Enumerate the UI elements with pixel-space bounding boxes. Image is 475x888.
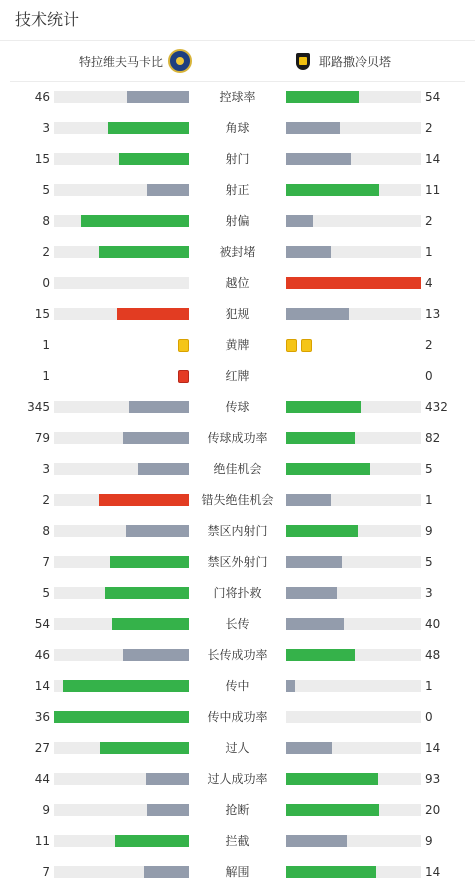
away-stat-value: 11 xyxy=(425,183,441,197)
away-stat-bar-fill xyxy=(286,649,355,661)
home-stat-value: 8 xyxy=(42,214,50,228)
home-stat-bar-fill xyxy=(115,835,189,847)
away-stat-value: 3 xyxy=(425,586,433,600)
stats-list xyxy=(0,82,475,888)
away-stat-value: 1 xyxy=(425,245,433,259)
home-stat-value: 46 xyxy=(34,90,50,104)
home-stat-bar-fill xyxy=(127,91,189,103)
home-stat-value: 1 xyxy=(42,369,50,383)
away-stat-bar xyxy=(286,773,421,785)
stat-row xyxy=(0,826,475,857)
away-stat-value: 2 xyxy=(425,214,433,228)
away-stat-bar xyxy=(286,711,421,723)
away-stat-bar xyxy=(286,215,421,227)
away-stat-bar xyxy=(286,308,421,320)
home-stat-bar-fill xyxy=(108,122,189,134)
stat-label: 控球率 xyxy=(219,90,256,104)
home-stat-value: 0 xyxy=(42,276,50,290)
home-stat-value: 46 xyxy=(34,648,50,662)
home-stat-bar xyxy=(54,494,189,506)
home-stat-value: 44 xyxy=(34,772,50,786)
home-stat-bar-fill xyxy=(99,494,189,506)
away-stat-value: 14 xyxy=(425,865,441,879)
home-stat-bar-fill xyxy=(54,711,189,723)
away-stat-value: 93 xyxy=(425,772,441,786)
stat-row xyxy=(0,268,475,299)
home-team-crest-icon xyxy=(168,49,192,73)
home-stat-bar-fill xyxy=(105,587,189,599)
home-stat-bar-fill xyxy=(129,401,189,413)
stat-row xyxy=(0,640,475,671)
home-stat-bar xyxy=(54,463,189,475)
home-cards xyxy=(178,370,189,383)
away-stat-value: 1 xyxy=(425,679,433,693)
away-stat-value: 9 xyxy=(425,524,433,538)
away-stat-bar-fill xyxy=(286,277,421,289)
stat-row xyxy=(0,392,475,423)
away-stat-bar xyxy=(286,122,421,134)
away-stat-value: 2 xyxy=(425,338,433,352)
away-stat-value: 1 xyxy=(425,493,433,507)
home-cards xyxy=(178,339,189,352)
away-stat-value: 40 xyxy=(425,617,441,631)
yellow-card-icon xyxy=(301,339,312,352)
home-stat-bar-fill xyxy=(123,432,189,444)
home-stat-value: 2 xyxy=(42,245,50,259)
away-stat-value: 5 xyxy=(425,555,433,569)
away-stat-value: 9 xyxy=(425,834,433,848)
home-stat-bar xyxy=(54,835,189,847)
stat-label: 抢断 xyxy=(225,803,250,817)
away-stat-bar xyxy=(286,804,421,816)
stat-label: 传球 xyxy=(225,400,250,414)
home-stat-value: 8 xyxy=(42,524,50,538)
stat-label: 错失绝佳机会 xyxy=(201,493,274,507)
home-stat-bar xyxy=(54,649,189,661)
home-stat-bar xyxy=(54,618,189,630)
away-stat-bar xyxy=(286,649,421,661)
away-stat-bar xyxy=(286,246,421,258)
home-stat-value: 27 xyxy=(34,741,50,755)
away-cards xyxy=(286,339,312,352)
home-stat-bar xyxy=(54,866,189,878)
home-stat-value: 1 xyxy=(42,338,50,352)
home-stat-bar-fill xyxy=(63,680,189,692)
away-stat-bar-fill xyxy=(286,91,359,103)
away-stat-bar xyxy=(286,525,421,537)
away-stat-bar-fill xyxy=(286,680,295,692)
away-stat-bar xyxy=(286,866,421,878)
stat-label: 射偏 xyxy=(225,214,250,228)
home-stat-bar xyxy=(54,246,189,258)
away-stat-value: 5 xyxy=(425,462,433,476)
home-stat-value: 5 xyxy=(42,183,50,197)
stat-label: 禁区外射门 xyxy=(207,555,268,569)
home-stat-bar-fill xyxy=(110,556,189,568)
away-stat-bar-fill xyxy=(286,401,361,413)
away-stat-value: 432 xyxy=(425,400,448,414)
home-stat-bar xyxy=(54,401,189,413)
home-stat-bar-fill xyxy=(126,525,189,537)
away-stat-bar-fill xyxy=(286,866,376,878)
stat-label: 越位 xyxy=(225,276,250,290)
stat-label: 拦截 xyxy=(225,834,250,848)
stat-row xyxy=(0,206,475,237)
home-stat-value: 14 xyxy=(34,679,50,693)
home-stat-bar-fill xyxy=(144,866,189,878)
home-stat-bar xyxy=(54,432,189,444)
away-team-name: 耶路撒冷贝塔 xyxy=(319,54,392,69)
stat-label: 黄牌 xyxy=(225,338,250,352)
home-stat-value: 11 xyxy=(34,834,50,848)
stat-row xyxy=(0,237,475,268)
stat-row xyxy=(0,113,475,144)
home-stat-bar xyxy=(54,742,189,754)
away-stat-value: 2 xyxy=(425,121,433,135)
home-stat-value: 36 xyxy=(34,710,50,724)
away-stat-bar-fill xyxy=(286,246,331,258)
home-stat-bar xyxy=(54,122,189,134)
home-stat-bar-fill xyxy=(147,804,189,816)
home-stat-bar xyxy=(54,277,189,289)
stat-row xyxy=(0,82,475,113)
away-stat-bar xyxy=(286,587,421,599)
away-stat-bar xyxy=(286,184,421,196)
home-stat-value: 79 xyxy=(34,431,50,445)
home-stat-value: 54 xyxy=(34,617,50,631)
away-stat-bar xyxy=(286,91,421,103)
away-stat-value: 0 xyxy=(425,710,433,724)
stat-label: 传中 xyxy=(225,679,250,693)
away-stat-bar xyxy=(286,556,421,568)
home-stat-bar xyxy=(54,308,189,320)
away-stat-bar-fill xyxy=(286,835,347,847)
stat-label: 射正 xyxy=(225,183,250,197)
stat-label: 过人成功率 xyxy=(207,772,268,786)
stat-row xyxy=(0,361,475,392)
yellow-card-icon xyxy=(178,339,189,352)
home-stat-bar xyxy=(54,153,189,165)
away-stat-bar xyxy=(286,618,421,630)
away-stat-bar-fill xyxy=(286,308,349,320)
away-stat-bar-fill xyxy=(286,618,344,630)
away-stat-bar-fill xyxy=(286,556,342,568)
home-stat-bar xyxy=(54,587,189,599)
away-stat-value: 20 xyxy=(425,803,441,817)
home-stat-value: 7 xyxy=(42,865,50,879)
stat-label: 过人 xyxy=(225,741,250,755)
away-stat-bar-fill xyxy=(286,432,355,444)
away-stat-bar-fill xyxy=(286,773,378,785)
stat-row xyxy=(0,516,475,547)
home-stat-bar xyxy=(54,680,189,692)
home-stat-value: 2 xyxy=(42,493,50,507)
home-stat-value: 3 xyxy=(42,462,50,476)
home-stat-bar-fill xyxy=(81,215,189,227)
away-stat-value: 13 xyxy=(425,307,441,321)
home-stat-value: 3 xyxy=(42,121,50,135)
home-stat-value: 15 xyxy=(34,152,50,166)
stat-row xyxy=(0,609,475,640)
home-stat-bar xyxy=(54,711,189,723)
stat-label: 角球 xyxy=(225,121,250,135)
away-stat-bar xyxy=(286,153,421,165)
home-stat-bar-fill xyxy=(146,773,189,785)
away-stat-value: 4 xyxy=(425,276,433,290)
home-stat-bar-fill xyxy=(138,463,189,475)
stat-row xyxy=(0,702,475,733)
away-stat-bar-fill xyxy=(286,153,351,165)
home-stat-bar-fill xyxy=(99,246,189,258)
home-stat-bar-fill xyxy=(147,184,189,196)
away-stat-bar-fill xyxy=(286,742,332,754)
stat-row xyxy=(0,330,475,361)
stat-label: 红牌 xyxy=(225,369,250,383)
stat-row xyxy=(0,175,475,206)
home-stat-value: 9 xyxy=(42,803,50,817)
home-team-name: 特拉维夫马卡比 xyxy=(78,54,163,69)
stat-label: 门将扑救 xyxy=(213,586,262,600)
away-stat-bar xyxy=(286,494,421,506)
stat-label: 禁区内射门 xyxy=(207,524,268,538)
home-stat-value: 345 xyxy=(27,400,50,414)
stat-label: 被封堵 xyxy=(219,245,256,259)
home-stat-bar xyxy=(54,184,189,196)
stat-label: 犯规 xyxy=(225,307,250,321)
away-stat-bar-fill xyxy=(286,122,340,134)
red-card-icon xyxy=(178,370,189,383)
home-stat-bar xyxy=(54,215,189,227)
stat-label: 传中成功率 xyxy=(207,710,268,724)
teams-header xyxy=(10,41,465,82)
away-stat-value: 48 xyxy=(425,648,441,662)
home-stat-bar-fill xyxy=(119,153,189,165)
stat-row xyxy=(0,144,475,175)
stat-label: 长传 xyxy=(225,617,250,631)
stat-row xyxy=(0,671,475,702)
away-stat-bar xyxy=(286,432,421,444)
home-stat-value: 15 xyxy=(34,307,50,321)
home-stat-value: 5 xyxy=(42,586,50,600)
stat-row xyxy=(0,454,475,485)
stat-row xyxy=(0,578,475,609)
home-stat-bar xyxy=(54,773,189,785)
stat-row xyxy=(0,423,475,454)
away-stat-value: 14 xyxy=(425,741,441,755)
away-stat-bar-fill xyxy=(286,494,331,506)
away-stat-value: 0 xyxy=(425,369,433,383)
home-stat-bar-fill xyxy=(123,649,189,661)
away-stat-bar xyxy=(286,463,421,475)
home-stat-bar-fill xyxy=(112,618,189,630)
stat-row xyxy=(0,299,475,330)
stat-label: 绝佳机会 xyxy=(213,462,262,476)
stat-row xyxy=(0,733,475,764)
away-team-crest-icon xyxy=(293,49,313,73)
away-stat-value: 54 xyxy=(425,90,441,104)
away-stat-bar-fill xyxy=(286,587,337,599)
home-stat-bar-fill xyxy=(117,308,189,320)
away-stat-bar-fill xyxy=(286,804,379,816)
stat-row xyxy=(0,795,475,826)
away-stat-bar xyxy=(286,401,421,413)
home-stat-bar xyxy=(54,525,189,537)
home-stat-bar xyxy=(54,804,189,816)
away-stat-bar-fill xyxy=(286,184,379,196)
away-stat-value: 82 xyxy=(425,431,441,445)
stat-label: 长传成功率 xyxy=(207,648,268,662)
stat-row xyxy=(0,485,475,516)
home-stat-value: 7 xyxy=(42,555,50,569)
home-stat-bar xyxy=(54,91,189,103)
away-stat-bar-fill xyxy=(286,463,370,475)
stat-label: 射门 xyxy=(225,152,250,166)
away-stat-value: 14 xyxy=(425,152,441,166)
home-stat-bar-fill xyxy=(100,742,189,754)
stat-row xyxy=(0,764,475,795)
stat-label: 解围 xyxy=(225,865,250,879)
section-header xyxy=(0,0,475,41)
stat-label: 传球成功率 xyxy=(207,431,268,445)
away-stat-bar-fill xyxy=(286,215,313,227)
away-stat-bar-fill xyxy=(286,525,358,537)
stat-row xyxy=(0,857,475,888)
away-stat-bar xyxy=(286,277,421,289)
yellow-card-icon xyxy=(286,339,297,352)
stat-row xyxy=(0,547,475,578)
away-stat-bar xyxy=(286,742,421,754)
away-stat-bar xyxy=(286,835,421,847)
section-title: 技术统计 xyxy=(15,10,80,29)
home-stat-bar xyxy=(54,556,189,568)
home-team[interactable] xyxy=(79,41,192,81)
away-stat-bar xyxy=(286,680,421,692)
away-team[interactable] xyxy=(293,41,391,81)
